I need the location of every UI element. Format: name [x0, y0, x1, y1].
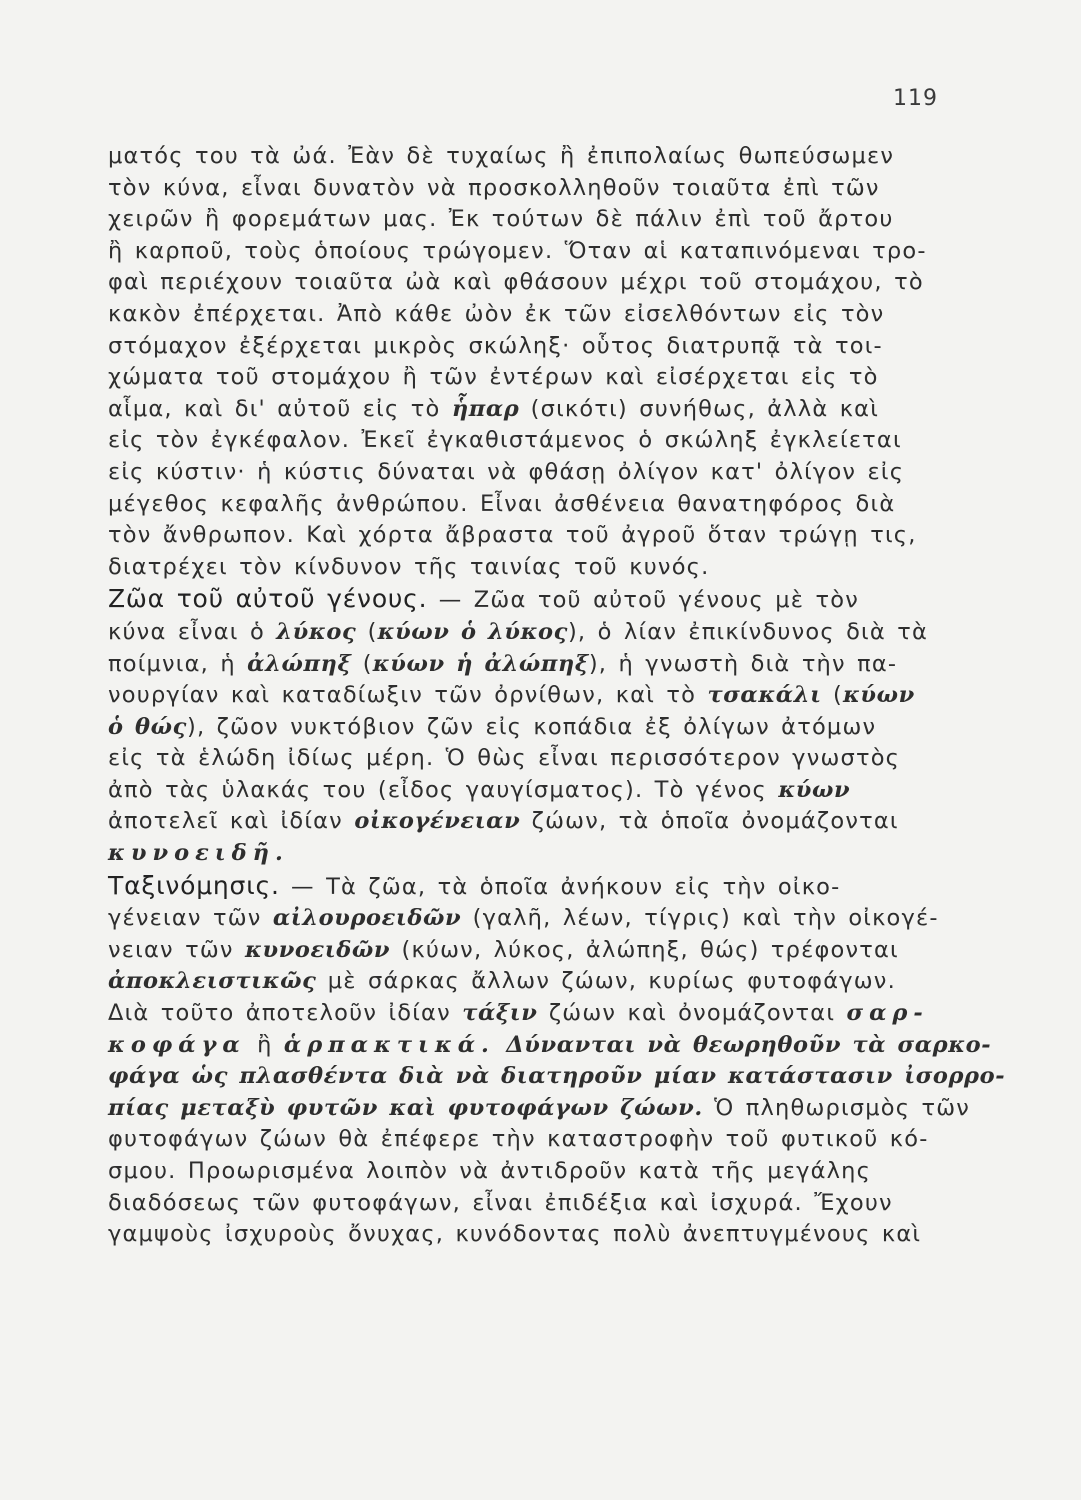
text-line — [108, 489, 958, 521]
text-line — [108, 425, 958, 457]
text-run: νειαν τῶν — [108, 936, 246, 963]
spaced-term: κοφάγα — [108, 1031, 246, 1058]
text-line — [108, 552, 958, 584]
section-heading: Ταξινόμησις. — [108, 870, 280, 900]
text-run: ), ἡ γνωστὴ διὰ τὴν πα- — [588, 650, 898, 677]
text-run: ( — [351, 650, 373, 677]
text-run: Ὁ πληθωρισμὸς τῶν — [702, 1094, 971, 1121]
text-run: ), ὁ λίαν ἐπικίνδυνος διὰ τὰ — [567, 618, 929, 645]
text-line — [108, 1156, 958, 1188]
text-line — [108, 1061, 1006, 1093]
text-run: ( — [821, 682, 843, 709]
text-line — [108, 712, 958, 744]
text-run: ἀποτελεῖ καὶ ἰδίαν — [108, 808, 355, 835]
text-run: χειρῶν ἢ φορεμάτων μας. Ἐκ τούτων δὲ πάλιν ἐπὶ τοῦ ἄρτου — [108, 206, 894, 233]
text-run: Διὰ τοῦτο ἀποτελοῦν ἰδίαν — [108, 1000, 463, 1027]
text-run: ἀπὸ τὰς ὑλακάς του (εἶδος γαυγίσματος). Τὸ γένος — [108, 776, 779, 803]
text-run: μὲ σάρκας ἄλλων ζώων, κυρίως φυτοφάγων. — [316, 968, 896, 995]
text-line — [108, 267, 958, 299]
text-run: ( — [356, 618, 378, 645]
spaced-term: ἁρπακτικά. — [283, 1031, 495, 1058]
text-run: τὸν κύνα, εἶναι δυνατὸν νὰ προσκολληθοῦν τοιαῦτα ἐπὶ τῶν — [108, 174, 880, 201]
spaced-term: κυνοειδῆ. — [108, 840, 289, 867]
emphasis-term: τάξιν — [462, 1000, 538, 1027]
text-run: ποίμνια, ἡ — [108, 650, 248, 677]
text-line — [108, 870, 958, 904]
text-line — [108, 617, 958, 649]
text-line — [108, 838, 958, 870]
text-line — [108, 394, 958, 426]
text-run: μέγεθος κεφαλῆς ἀνθρώπου. Εἶναι ἀσθένεια θανατηφόρος διὰ — [108, 490, 896, 517]
text-run: ), ζῶον νυκτόβιον ζῶν εἰς κοπάδια ἐξ ὀλίγων ἀτόμων — [186, 713, 877, 740]
text-line — [108, 680, 958, 712]
text-run: νουργίαν καὶ καταδίωξιν τῶν ὀρνίθων, καὶ τὸ — [108, 682, 708, 709]
text-line — [108, 583, 958, 617]
text-run: σμου. Προωρισμένα λοιπὸν νὰ ἀντιδροῦν κατὰ τῆς μεγάλης — [108, 1158, 872, 1184]
text-line — [108, 520, 958, 552]
text-line — [108, 1188, 958, 1220]
emphasis-term: φάγα ὡς πλασθέντα διὰ νὰ διατηροῦν μίαν κατάστασιν ἰσορρο- — [108, 1063, 1006, 1090]
text-run: τὸν ἄνθρωπον. Καὶ χόρτα ἄβραστα τοῦ ἀγροῦ ὅταν τρώγῃ τις, — [108, 522, 917, 549]
emphasis-term: ἀλώπηξ — [247, 650, 352, 677]
emphasis-term: πίας μεταξὺ φυτῶν καὶ φυτοφάγων ζώων. — [108, 1094, 703, 1121]
emphasis-term: κύων ἡ ἀλώπηξ — [372, 650, 589, 677]
emphasis-term: κυνοειδῶν — [245, 936, 391, 963]
page-number: 119 — [893, 86, 938, 111]
body-text — [108, 141, 1006, 1251]
text-run: εἰς τὸν ἐγκέφαλον. Ἐκεῖ ἐγκαθιστάμενος ὁ σκώληξ ἐγκλείεται — [108, 427, 902, 454]
text-run: ἢ — [245, 1031, 284, 1058]
text-run: χώματα τοῦ στομάχου ἢ τῶν ἐντέρων καὶ εἰσέρχεται εἰς τὸ — [108, 364, 879, 391]
text-run: — Ζῶα τοῦ αὐτοῦ γένους μὲ τὸν — [427, 587, 859, 614]
text-run: κύνα εἶναι ὁ — [108, 618, 277, 645]
text-run: (σικότι) συνήθως, ἀλλὰ καὶ — [519, 395, 880, 422]
text-run: κακὸν ἐπέρχεται. Ἀπὸ κάθε ὠὸν ἐκ τῶν εἰσελθόντων εἰς τὸν — [108, 300, 885, 327]
text-run: (γαλῆ, λέων, τίγρις) καὶ τὴν οἰκογέ- — [461, 905, 939, 932]
emphasis-term: ὁ θώς — [108, 713, 187, 740]
text-line — [108, 173, 958, 205]
emphasis-term: τσακάλι — [707, 682, 822, 709]
emphasis-term: ἀποκλειστικῶς — [108, 968, 317, 995]
text-line — [108, 966, 958, 998]
text-line — [108, 362, 958, 394]
text-run: φυτοφάγων ζώων θὰ ἐπέφερε τὴν καταστροφὴν τοῦ φυτικοῦ κό- — [108, 1126, 929, 1153]
text-run: εἰς κύστιν· ἡ κύστις δύναται νὰ φθάσῃ ὀλίγον κατ' ὀλίγον εἰς — [108, 458, 905, 485]
text-run: φαὶ περιέχουν τοιαῦτα ὠὰ καὶ φθάσουν μέχρι τοῦ στομάχου, τὸ — [108, 269, 924, 296]
text-run: γένειαν τῶν — [108, 905, 273, 932]
text-line — [108, 806, 958, 838]
text-line — [108, 331, 958, 363]
text-run: — Τὰ ζῶα, τὰ ὁποῖα ἀνήκουν εἰς τὴν οἰκο- — [279, 873, 841, 900]
emphasis-term: λύκος — [276, 618, 357, 645]
text-line — [108, 903, 958, 935]
text-line — [108, 998, 958, 1030]
text-run: στόμαχον ἐξέρχεται μικρὸς σκώληξ· οὗτος διατρυπᾷ τὰ τοι- — [108, 332, 883, 359]
emphasis-term: ἧπαρ — [451, 395, 520, 422]
text-line — [108, 1124, 958, 1156]
emphasis-term: Δύνανται νὰ θεωρηθοῦν τὰ σαρκο- — [506, 1031, 992, 1058]
emphasis-term: κύων ὁ λύκος — [377, 618, 568, 645]
emphasis-term: οἰκογένειαν — [354, 808, 521, 835]
text-line — [108, 141, 958, 173]
text-line — [108, 236, 958, 268]
text-line — [108, 743, 958, 775]
text-run: διατρέχει τὸν κίνδυνον τῆς ταινίας τοῦ κυνός. — [108, 553, 710, 580]
emphasis-term: αἰλουροειδῶν — [272, 905, 462, 932]
text-line — [108, 204, 958, 236]
text-run: ματός του τὰ ὠά. Ἐὰν δὲ τυχαίως ἢ ἐπιπολαίως θωπεύσωμεν — [108, 143, 895, 169]
text-run: ἢ καρποῦ, τοὺς ὁποίους τρώγομεν. Ὅταν αἱ καταπινόμεναι τρο- — [108, 237, 927, 264]
emphasis-term: κύων — [842, 682, 915, 709]
text-run: (κύων, λύκος, ἀλώπηξ, θώς) τρέφονται — [390, 936, 899, 963]
text-run: ζώων, τὰ ὁποῖα ὀνομάζονται — [520, 808, 899, 835]
spaced-term: σαρ- — [846, 1000, 929, 1027]
text-run: εἰς τὰ ἑλώδη ἰδίως μέρη. Ὁ θὼς εἶναι περισσότερον γνωστὸς — [108, 745, 901, 772]
text-run: γαμψοὺς ἰσχυροὺς ὄνυχας, κυνόδοντας πολὺ ἀνεπτυγμένους καὶ — [108, 1221, 922, 1248]
text-line — [108, 935, 958, 967]
text-run: ζώων καὶ ὀνομάζονται — [537, 1000, 847, 1027]
text-line — [108, 1030, 992, 1062]
text-line — [108, 649, 958, 681]
text-line — [108, 775, 958, 807]
text-run: αἷμα, καὶ δι' αὐτοῦ εἰς τὸ — [108, 395, 452, 422]
emphasis-term: κύων — [778, 776, 851, 803]
text-run: διαδόσεως τῶν φυτοφάγων, εἶναι ἐπιδέξια καὶ ἰσχυρά. Ἔχουν — [108, 1189, 893, 1216]
text-line — [108, 299, 958, 331]
section-heading: Ζῶα τοῦ αὐτοῦ γένους. — [108, 584, 428, 614]
text-run — [495, 1032, 506, 1058]
text-line — [108, 457, 958, 489]
text-line — [108, 1219, 958, 1251]
text-line — [108, 1093, 971, 1125]
